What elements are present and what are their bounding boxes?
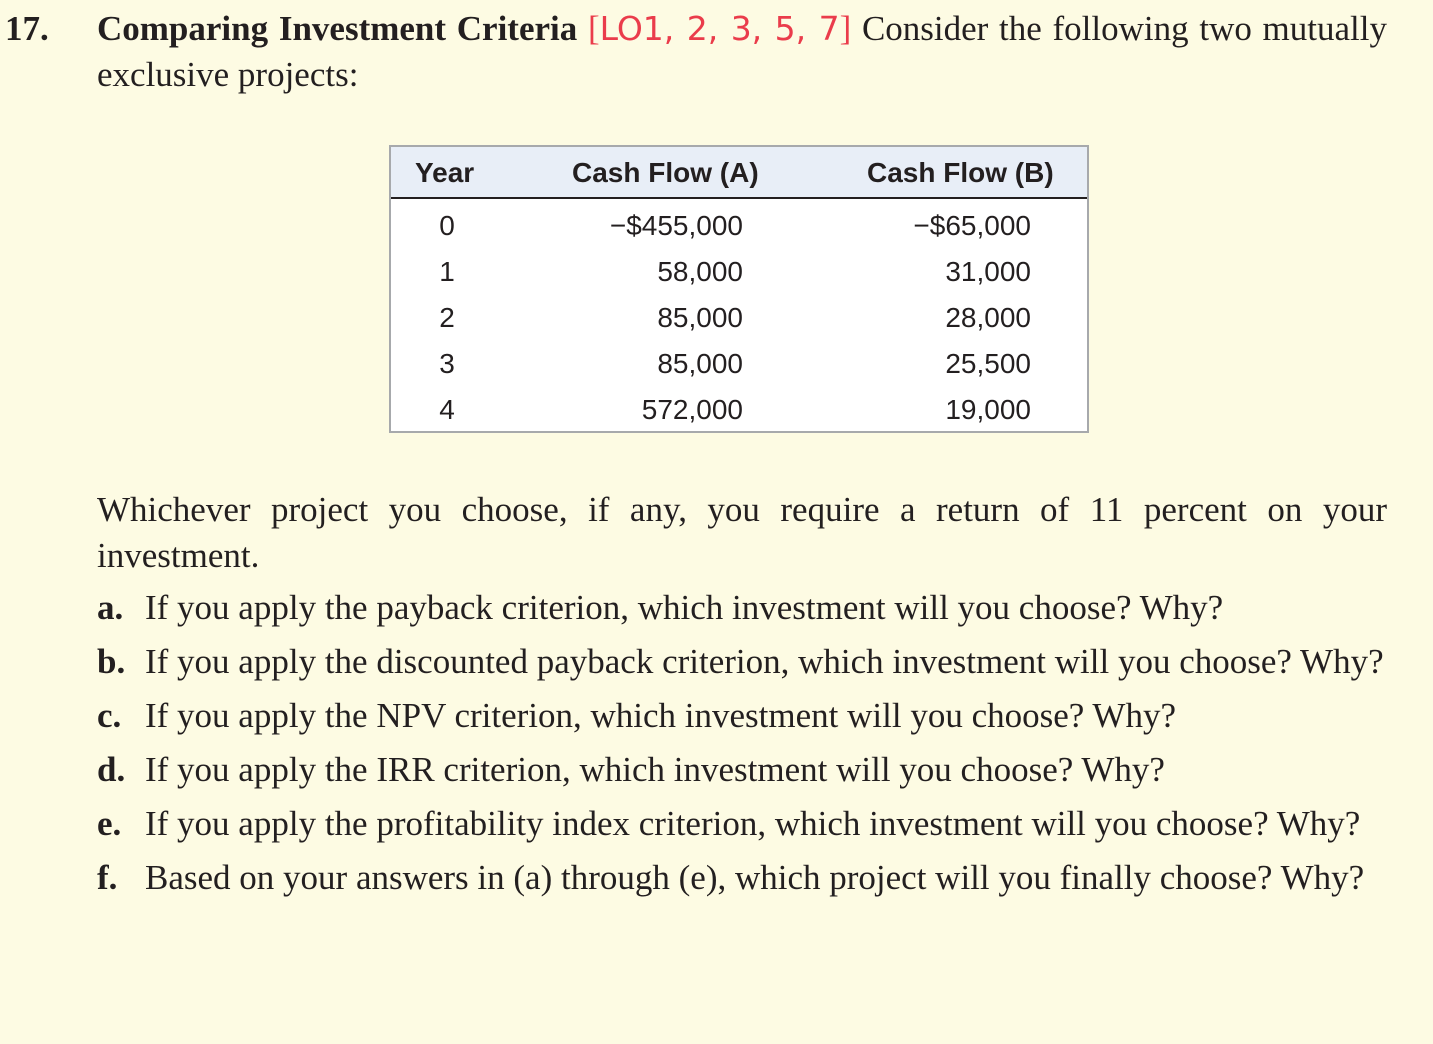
question-list xyxy=(97,585,1387,909)
question-letter: e. xyxy=(97,804,122,843)
header-year: Year xyxy=(415,157,475,188)
question-letter: a. xyxy=(97,588,124,627)
cell-cash-flow-b: 28,000 xyxy=(945,302,1031,333)
cash-flow-table xyxy=(389,145,1089,433)
cell-cash-flow-a: 85,000 xyxy=(657,302,743,333)
question-letter: d. xyxy=(97,750,126,789)
problem-number: 17. xyxy=(5,9,49,48)
question-text: If you apply the discounted payback criterion, which investment will you choose? Why? xyxy=(145,642,1384,681)
question-text: If you apply the profitability index criterion, which investment will you choose? Why? xyxy=(145,804,1361,843)
required-return-paragraph: Whichever project you choose, if any, you require a return of 11 percent on your investment. xyxy=(97,490,1387,575)
cell-cash-flow-a: 572,000 xyxy=(641,394,743,425)
question-text: If you apply the NPV criterion, which investment will you choose? Why? xyxy=(145,696,1176,735)
cell-year: 1 xyxy=(439,256,455,287)
question-text: Based on your answers in (a) through (e), which project will you finally choose? Why? xyxy=(145,858,1365,897)
question-text: If you apply the IRR criterion, which investment will you choose? Why? xyxy=(145,750,1165,789)
cell-cash-flow-a: 85,000 xyxy=(657,348,743,379)
lo-bracket-open: [ xyxy=(587,9,600,48)
question-e xyxy=(97,801,1387,847)
cell-cash-flow-b: −$65,000 xyxy=(913,210,1031,241)
problem-intro xyxy=(97,6,1387,98)
question-f xyxy=(97,855,1387,901)
problem-title: Comparing Investment Criteria xyxy=(97,9,578,48)
learning-objectives: LO1, 2, 3, 5, 7 xyxy=(599,9,840,48)
cell-cash-flow-b: 31,000 xyxy=(945,256,1031,287)
question-letter: b. xyxy=(97,642,126,681)
header-cash-flow-a: Cash Flow (A) xyxy=(572,157,759,188)
cell-cash-flow-b: 19,000 xyxy=(945,394,1031,425)
question-a xyxy=(97,585,1387,631)
cell-year: 4 xyxy=(439,394,455,425)
cell-cash-flow-a: −$455,000 xyxy=(609,210,743,241)
question-d xyxy=(97,747,1387,793)
cell-cash-flow-b: 25,500 xyxy=(945,348,1031,379)
intro-text: Consider the following two mutually exclusive projects: xyxy=(97,9,1387,94)
header-cash-flow-b: Cash Flow (B) xyxy=(867,157,1054,188)
question-letter: c. xyxy=(97,696,122,735)
cell-year: 2 xyxy=(439,302,455,333)
question-c xyxy=(97,693,1387,739)
question-b xyxy=(97,639,1387,685)
cell-year: 3 xyxy=(439,348,455,379)
cell-cash-flow-a: 58,000 xyxy=(657,256,743,287)
cell-year: 0 xyxy=(439,210,455,241)
lo-bracket-close: ] xyxy=(839,9,852,48)
table-header xyxy=(391,147,1087,199)
question-text: If you apply the payback criterion, which investment will you choose? Why? xyxy=(145,588,1224,627)
question-letter: f. xyxy=(97,858,118,897)
